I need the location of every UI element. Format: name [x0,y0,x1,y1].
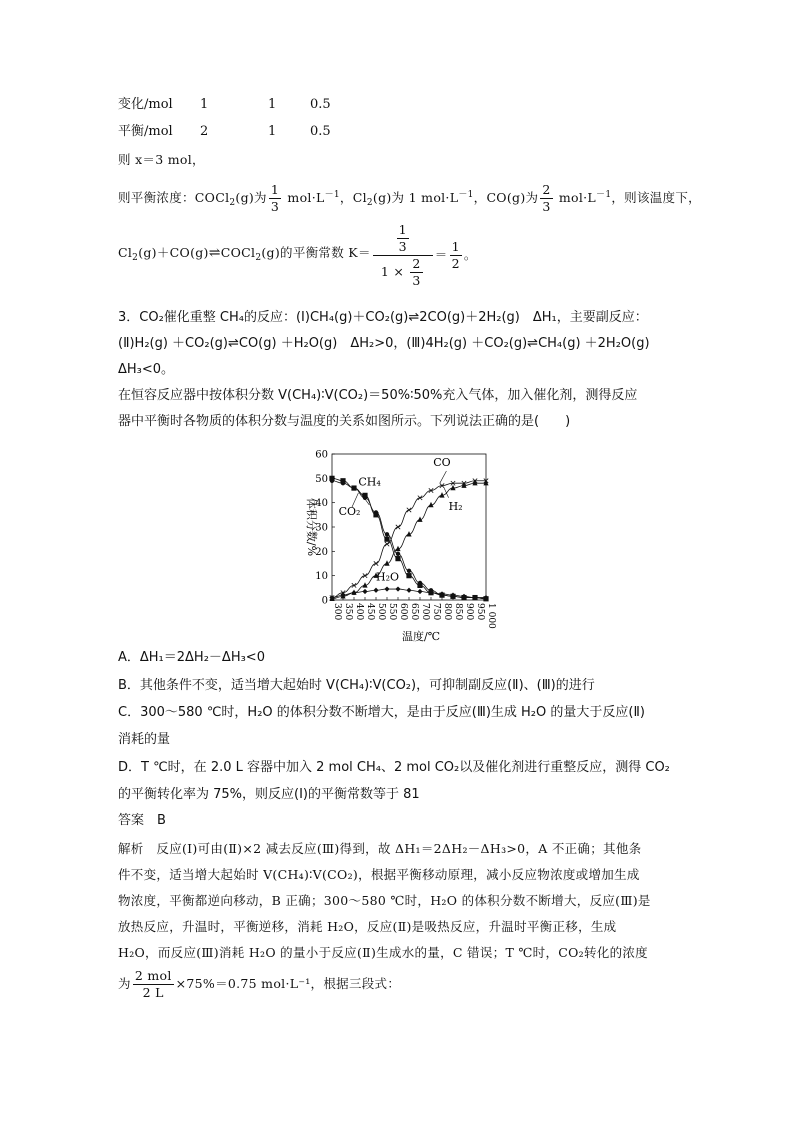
x-tick-label: 750 [431,603,441,621]
data-point [407,569,411,573]
x-tick-label: 500 [376,603,386,621]
table-row-equilibrium [118,123,331,141]
y-tick-label: 60 [315,449,328,461]
data-point [329,476,334,481]
data-point [395,556,400,561]
question-line-2: (Ⅱ)H₂(g) ＋CO₂(g)⇌CO(g) ＋H₂O(g) ΔH₂>0，(Ⅲ)4H₂(g) ＋CO₂(g)⇌CH₄(g) ＋2H₂O(g) [118,336,650,351]
data-point [395,586,400,591]
cell: 0.5 [310,97,331,112]
data-point [417,583,422,588]
k-expression: $Cl_2(g)+CO(g)\rightleftharpoons COCl_2(g)$的平衡常数 K＝ $\frac{1}{3}$ 1 × $\frac{2}{3}$ ＝ $\frac{1}{2}$ 。 [118,222,477,288]
row-label: 平衡/mol [118,124,173,139]
x-tick-label: 600 [398,603,408,621]
y-tick-label: 30 [315,522,328,534]
x-tick-label: 1 000 [486,603,496,629]
data-point [407,508,411,512]
option-d-line-1[interactable]: D．T ℃时，在 2.0 L 容器中加入 2 mol CH₄、2 mol CO₂以及催化剂进行重整反应，测得 CO₂ [118,760,670,775]
data-point [417,589,422,594]
leader-line [444,488,448,498]
x-tick-label: 300 [332,603,342,621]
data-point [373,588,378,593]
data-point [373,512,378,517]
x-tick-label: 850 [453,603,463,621]
data-point [351,485,356,490]
option-d-line-2: 的平衡转化率为 75%，则反应(Ⅰ)的平衡常数等于 81 [118,787,420,802]
option-c-line-2: 消耗的量 [118,732,171,747]
cell: 2 [200,124,209,139]
x-tick-label: 400 [354,603,364,621]
analysis-line-4: 放热反应，升温时，平衡逆移，消耗 H₂O，反应(Ⅱ)是吸热反应，升温时平衡正移，生成 [118,919,617,934]
option-a[interactable]: A．ΔH₁＝2ΔH₂－ΔH₃<0 [118,650,265,665]
series-annotation: H₂ [448,499,463,513]
x-tick-label: 800 [442,603,452,621]
cell: 1 [268,124,277,139]
equilibrium-arrow-icon: ⇌ [208,245,221,261]
analysis-line-5: H₂O，而反应(Ⅲ)消耗 H₂O 的量小于反应(Ⅱ)生成水的量，C 错误；T ℃时，CO₂转化的浓度 [118,945,648,960]
y-tick-label: 40 [315,498,328,510]
analysis-line-3: 物浓度，平衡都逆向移动，B 正确；300～580 ℃时，H₂O 的体积分数不断增大，反应(Ⅲ)是 [118,893,651,908]
y-tick-label: 20 [315,546,328,558]
x-tick-label: 650 [409,603,419,621]
fraction: $\frac{\text{2 mol}}{2 L}$ [134,968,172,1000]
data-point [385,532,389,536]
series-annotation: H₂O [376,570,400,584]
data-point [362,493,367,498]
concentration-line: 则平衡浓度：COCl$_2$(g)为 $\frac{1}{3}$ $mol\cdot L^{-1}$，$Cl_2(g)$为 1 $mol\cdot L^{-1}$，CO(g)为 $\frac{2}{3}$ $mol\cdot L^{-1}$，则该温度下， [118,182,701,214]
data-point [362,589,367,594]
analysis-line-1: 解析 反应(Ⅰ)可由(Ⅱ)×2 减去反应(Ⅲ)得到，故 ΔH₁＝2ΔH₂－ΔH₃>0，A 不正确；其他条 [118,841,642,856]
cell: 1 [268,97,277,112]
option-c-line-1[interactable]: C．300～580 ℃时，H₂O 的体积分数不断增大，是由于反应(Ⅲ)生成 H₂O 的量大于反应(Ⅱ) [118,705,645,720]
fraction: $\frac{2}{3}$ [542,182,551,214]
data-point [396,552,400,556]
x-value-line: 则 x＝3 mol， [118,152,205,167]
question-line-3: ΔH₃<0。 [118,362,175,377]
x-tick-label: 450 [365,603,375,621]
series-line [332,481,486,599]
data-point [374,561,378,565]
data-point [396,525,400,529]
data-point [384,586,389,591]
volume-fraction-chart [290,448,520,648]
series-annotation: CH₄ [358,475,381,489]
series-annotation: CO₂ [338,504,361,518]
y-tick-label: 0 [321,595,328,607]
series-line [332,481,486,598]
data-point [406,573,411,578]
x-tick-label: 350 [343,603,353,621]
table-row-change [118,96,331,114]
question-line-4: 在恒容反应器中按体积分数 V(CH₄)∶V(CO₂)＝50%∶50%充入气体，加入催化剂，测得反应 [118,388,638,403]
data-point [406,588,411,593]
x-axis-label: 温度/℃ [401,630,441,643]
analysis-line-6: 为 $\frac{\text{2 mol}}{2 L}$ ×75%＝0.75 mol·L⁻¹，根据三段式： [118,968,401,1000]
question-line-1: 3．CO₂催化重整 CH₄的反应：(Ⅰ)CH₄(g)＋CO₂(g)⇌2CO(g)＋2H₂(g) ΔH₁，主要副反应： [118,310,648,325]
y-tick-label: 10 [315,571,328,583]
x-tick-label: 700 [420,603,430,621]
answer: 答案 B [118,813,166,828]
series-annotation: CO [433,456,451,470]
analysis-line-2: 件不变，适当增大起始时 V(CH₄)∶V(CO₂)，根据平衡移动原理，减小反应物浓度或增加生成 [118,867,640,882]
x-tick-label: 550 [387,603,397,621]
cell: 0.5 [310,124,331,139]
data-point [384,537,389,542]
leader-line [440,471,447,483]
series-line [332,475,486,598]
data-point [385,542,389,546]
question-line-5: 器中平衡时各物质的体积分数与温度的关系如图所示。下列说法正确的是( ) [118,414,571,429]
fraction: $\frac{1}{3}$ [270,182,280,214]
cell: 1 [200,97,209,112]
x-tick-label: 900 [464,603,474,621]
data-point [340,478,345,483]
x-tick-label: 950 [475,603,485,621]
k-fraction: $\frac{1}{3}$ 1 × $\frac{2}{3}$ [373,222,433,289]
row-label: 变化/mol [118,97,173,112]
option-b[interactable]: B．其他条件不变，适当增大起始时 V(CH₄)∶V(CO₂)，可抑制副反应(Ⅱ)、(Ⅲ)的进行 [118,678,595,693]
y-axis-label: 体积分数/% [305,497,318,557]
y-tick-label: 50 [315,473,328,485]
